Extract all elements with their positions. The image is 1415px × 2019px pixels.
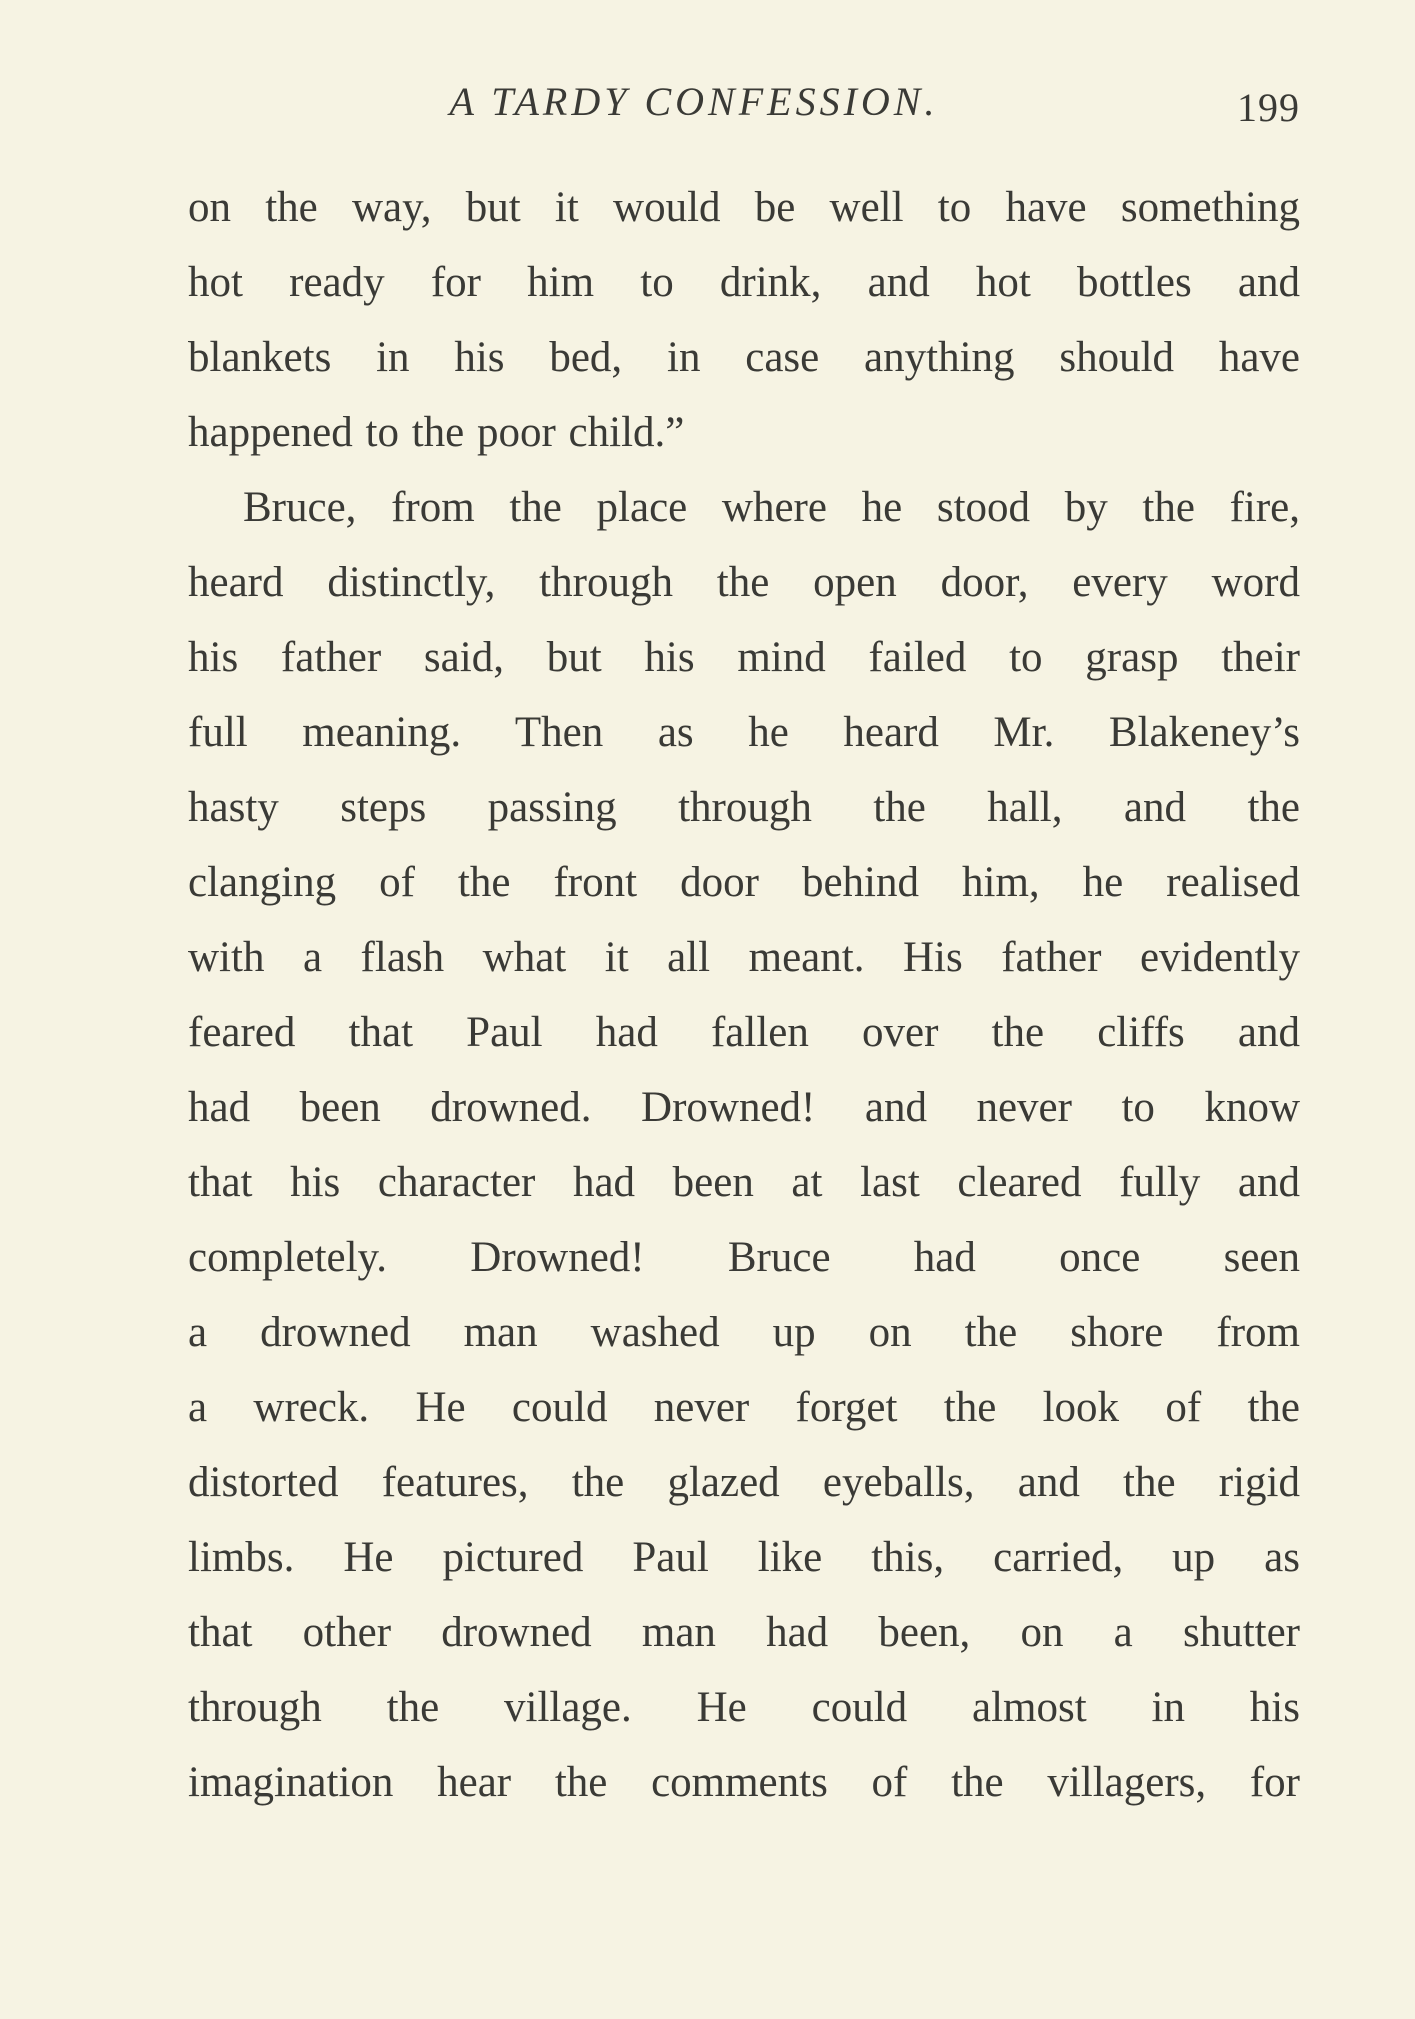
running-head [188,78,1300,138]
text-line: a wreck. He could never forget the look of the [188,1384,1300,1431]
text-line: a drowned man washed up on the shore from [188,1309,1300,1356]
text-line: limbs. He pictured Paul like this, carried, up as [188,1534,1300,1581]
body-text [188,170,1300,1820]
text-line: had been drowned. Drowned! and never to know [188,1084,1300,1131]
text-line: blankets in his bed, in case anything should have [188,334,1300,381]
page-number: 199 [1237,85,1300,130]
text-line: completely. Drowned! Bruce had once seen [188,1234,1300,1281]
text-line: Bruce, from the place where he stood by the fire, [243,484,1300,531]
text-line: happened to the poor child.” [188,409,685,456]
text-line: imagination hear the comments of the villagers, for [188,1759,1300,1806]
text-line: his father said, but his mind failed to grasp their [188,634,1300,681]
text-line: with a flash what it all meant. His father evidently [188,934,1300,981]
running-title: A TARDY CONFESSION. [449,79,939,124]
text-line: feared that Paul had fallen over the cliffs and [188,1009,1300,1056]
text-line: hot ready for him to drink, and hot bottles and [188,259,1300,306]
text-line: full meaning. Then as he heard Mr. Blakeney’s [188,709,1300,756]
text-line: heard distinctly, through the open door, every word [188,559,1300,606]
text-line: distorted features, the glazed eyeballs, and the rigid [188,1459,1300,1506]
text-line: on the way, but it would be well to have something [188,184,1300,231]
text-line: hasty steps passing through the hall, and the [188,784,1300,831]
text-line: that his character had been at last cleared fully and [188,1159,1300,1206]
text-line: that other drowned man had been, on a shutter [188,1609,1300,1656]
text-line: through the village. He could almost in his [188,1684,1300,1731]
text-line: clanging of the front door behind him, he realised [188,859,1300,906]
